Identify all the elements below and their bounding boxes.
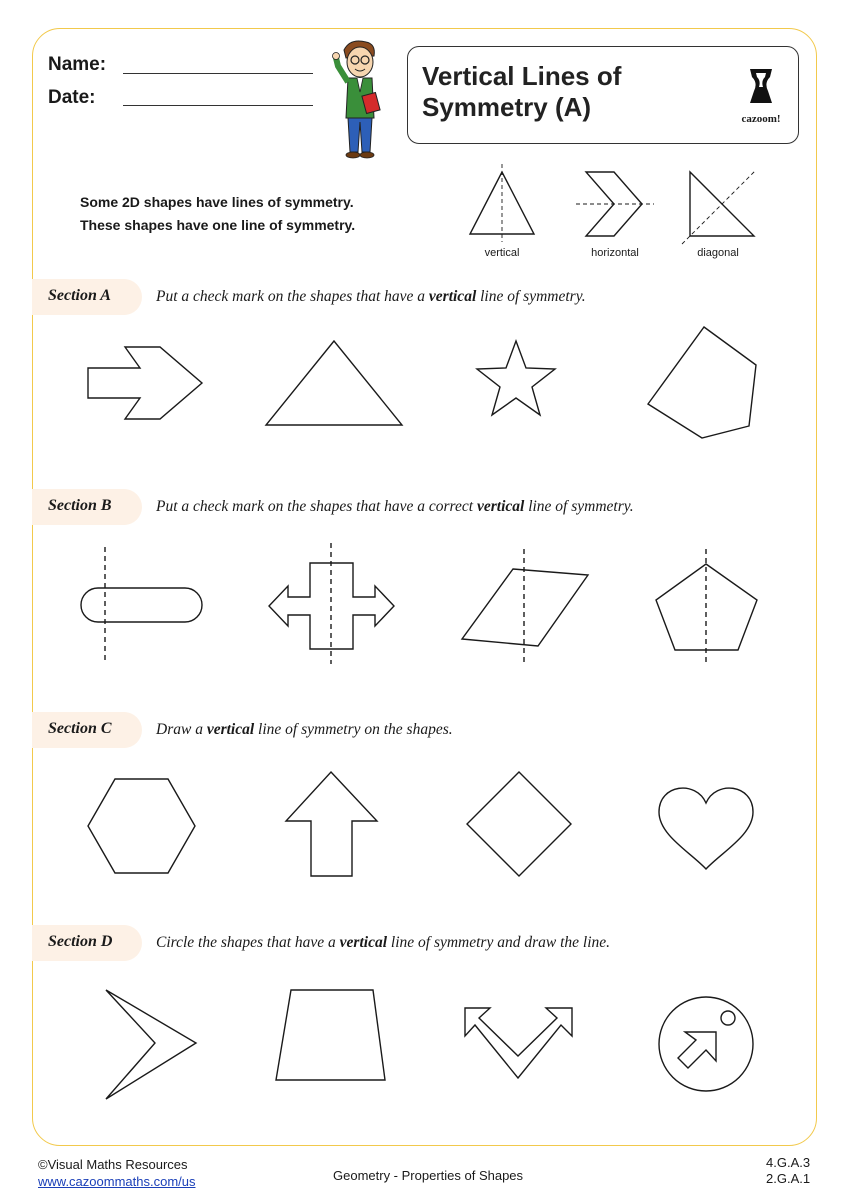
date-label: Date:	[48, 87, 96, 108]
example-caption-vertical: vertical	[484, 247, 520, 259]
title-line-1: Vertical Lines of	[422, 61, 622, 91]
section-b-cross-arrows-shape[interactable]	[269, 543, 394, 664]
footer-url-link[interactable]: www.cazoommaths.com/us	[38, 1174, 196, 1189]
footer-code-1: 4.G.A.3	[766, 1155, 811, 1170]
section-c-heart-shape[interactable]	[659, 788, 753, 869]
footer-code-2: 2.G.A.1	[766, 1171, 811, 1186]
section-d-label: Section D	[48, 933, 113, 950]
section-d-trapezoid-shape[interactable]	[276, 990, 385, 1080]
example-caption-horizontal: horizontal	[591, 247, 639, 259]
section-b-instruction: Put a check mark on the shapes that have a correct vertical line of symmetry.	[156, 498, 634, 515]
example-vertical-triangle	[470, 164, 534, 242]
section-d-double-arrow-shape[interactable]	[465, 1008, 572, 1078]
section-c-instruction: Draw a vertical line of symmetry on the shapes.	[156, 721, 453, 738]
section-a-arrow-shape[interactable]	[88, 347, 202, 419]
section-b-label: Section B	[48, 497, 112, 514]
section-a-instruction: Put a check mark on the shapes that have a vertical line of symmetry.	[156, 288, 586, 305]
section-d-circle-arrow-shape[interactable]	[659, 997, 753, 1091]
intro-line-2: These shapes have one line of symmetry.	[80, 217, 356, 233]
section-a-label: Section A	[48, 287, 111, 304]
section-c-label: Section C	[48, 720, 112, 737]
name-label: Name:	[48, 54, 107, 75]
section-b-parallelogram-shape[interactable]	[462, 549, 588, 664]
example-horizontal-chevron	[576, 172, 654, 236]
section-a-triangle-shape[interactable]	[266, 341, 402, 425]
section-b-pentagon-shape[interactable]	[656, 549, 757, 664]
intro-line-1: Some 2D shapes have lines of symmetry.	[80, 194, 354, 210]
section-b-stadium-shape[interactable]	[81, 547, 202, 664]
example-diagonal-triangle	[682, 170, 756, 244]
section-d-instruction: Circle the shapes that have a vertical line of symmetry and draw the line.	[156, 934, 611, 951]
section-c-diamond-shape[interactable]	[467, 772, 571, 876]
section-c-hexagon-shape[interactable]	[88, 779, 195, 873]
section-a-pentagon-shape[interactable]	[648, 327, 756, 438]
footer-topic: Geometry - Properties of Shapes	[333, 1168, 524, 1183]
section-c-up-arrow-shape[interactable]	[286, 772, 377, 876]
logo-text: cazoom!	[741, 113, 781, 125]
footer-copyright: ©Visual Maths Resources	[38, 1157, 188, 1172]
section-a-star-shape[interactable]	[477, 341, 555, 415]
title-line-2: Symmetry (A)	[422, 92, 592, 122]
footer-url[interactable]	[38, 1174, 196, 1189]
example-caption-diagonal: diagonal	[697, 247, 739, 259]
section-d-chevron-shape[interactable]	[106, 990, 196, 1099]
